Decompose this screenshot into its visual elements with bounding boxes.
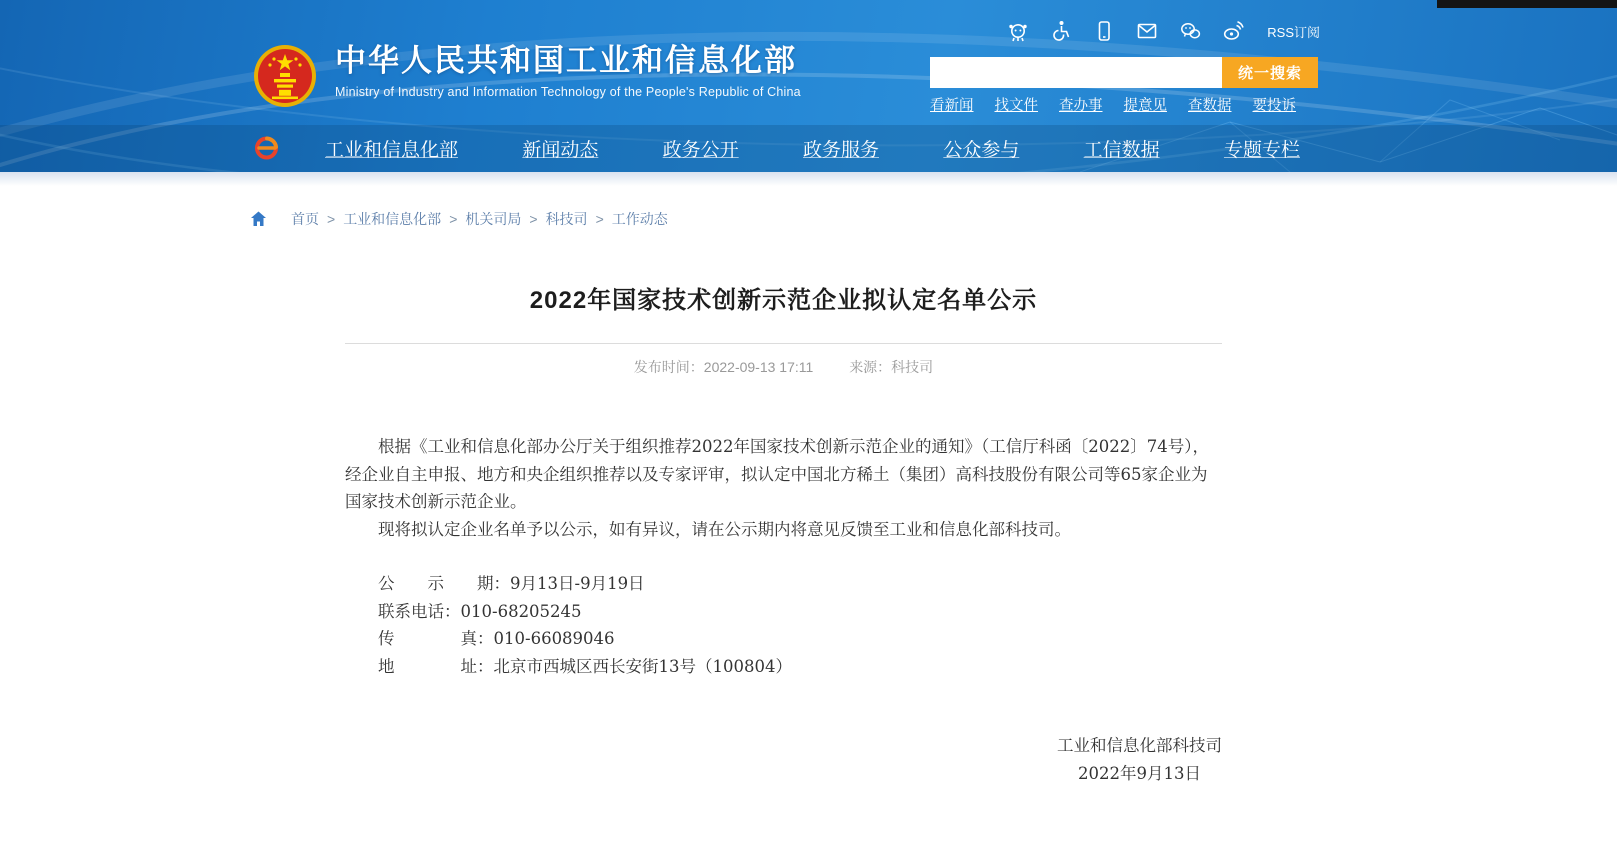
header-bottom-fade [0,172,1617,186]
breadcrumb-separator: > [595,211,604,227]
breadcrumb-item [275,209,319,229]
quick-link[interactable]: 查数据 [1188,98,1232,114]
article-title: 2022年国家技术创新示范企业拟认定名单公示 [529,287,1038,314]
nav-item[interactable]: 公众参与 [943,140,1020,161]
breadcrumb-separator: > [449,211,458,227]
nav-item[interactable]: 专题专栏 [1223,140,1300,161]
article-body [345,433,1222,783]
breadcrumb-link[interactable]: 工作动态 [611,211,668,227]
quick-links-row [930,94,1296,115]
site-brand-home-link[interactable] [253,44,801,108]
wechat-icon[interactable] [1177,18,1203,44]
nav-item[interactable]: 政务服务 [802,140,879,161]
title-divider [345,343,1222,344]
breadcrumb-item [521,209,587,229]
quick-link[interactable]: 查办事 [1059,98,1103,114]
article-paragraph: 现将拟认定企业名单予以公示，如有异议，请在公示期内将意见反馈至工业和信息化部科技司。 [378,519,1071,539]
rss-subscribe-link[interactable]: RSS订阅 [1267,24,1320,40]
nav-item[interactable]: 工业和信息化部 [325,140,459,161]
quick-link[interactable]: 提意见 [1123,98,1167,114]
site-subtitle: Ministry of Industry and Information Technology of the People's Republic of China [335,85,801,99]
quick-link[interactable]: 找文件 [994,98,1038,114]
article [345,280,1222,783]
miit-e-logo-icon [253,134,281,162]
home-icon[interactable] [250,211,267,227]
breadcrumb-item [319,209,441,229]
breadcrumb-separator: > [327,211,336,227]
breadcrumb-item [588,209,668,229]
search-bar [930,57,1318,88]
weibo-icon[interactable] [1220,18,1246,44]
quick-link[interactable]: 看新闻 [930,98,974,114]
contact-line: 地 址：北京市西城区西长安街13号（100804） [378,656,792,676]
utility-icon-row [1005,18,1320,44]
breadcrumb [250,210,1617,228]
contact-line: 传 真：010-66089046 [378,629,615,648]
site-header [0,0,1617,172]
article-paragraph: 根据《工业和信息化部办公厅关于组织推荐2022年国家技术创新示范企业的通知》（工信厅科函〔2022〕74号），经企业自主申报、地方和央企组织推荐以及专家评审，拟认定中国北方稀土（集团）高科技股份有限公司等65家企业为国家技术创新示范企业。 [345,437,1209,511]
article-source: 来源：科技司 [849,359,934,375]
search-input[interactable] [930,57,1222,88]
nav-item[interactable]: 工信数据 [1083,140,1160,161]
breadcrumb-separator: > [529,211,538,227]
national-emblem-icon [253,44,317,108]
publish-time: 发布时间：2022-09-13 17:11 [633,359,814,375]
unified-search-button[interactable]: 统一搜索 [1222,57,1318,88]
mascot-icon[interactable] [1005,18,1031,44]
nav-item[interactable]: 政务公开 [662,140,739,161]
signature-date: 2022年9月13日 [1078,764,1201,783]
mobile-icon[interactable] [1091,18,1117,44]
site-title: 中华人民共和国工业和信息化部 [335,43,797,78]
breadcrumb-link[interactable]: 科技司 [545,211,588,227]
contact-line: 联系电话：010-68205245 [378,601,582,621]
breadcrumb-link[interactable]: 首页 [291,211,319,227]
contact-block [345,570,1222,680]
screen-edge-artifact [1437,0,1617,8]
accessibility-icon[interactable] [1048,18,1074,44]
quick-link[interactable]: 要投诉 [1252,98,1296,114]
signature-block [1057,732,1222,788]
nav-item[interactable]: 新闻动态 [522,140,599,161]
article-meta [345,357,1222,377]
site-title-block [335,44,801,99]
signature-department: 工业和信息化部科技司 [1057,736,1222,755]
breadcrumb-item [441,209,521,229]
mail-icon[interactable] [1134,18,1160,44]
breadcrumb-link[interactable]: 工业和信息化部 [343,211,442,227]
contact-line: 公 示 期：9月13日-9月19日 [378,574,645,593]
main-navbar [0,125,1617,172]
breadcrumb-link[interactable]: 机关司局 [465,211,522,227]
nav-list [325,125,1300,172]
